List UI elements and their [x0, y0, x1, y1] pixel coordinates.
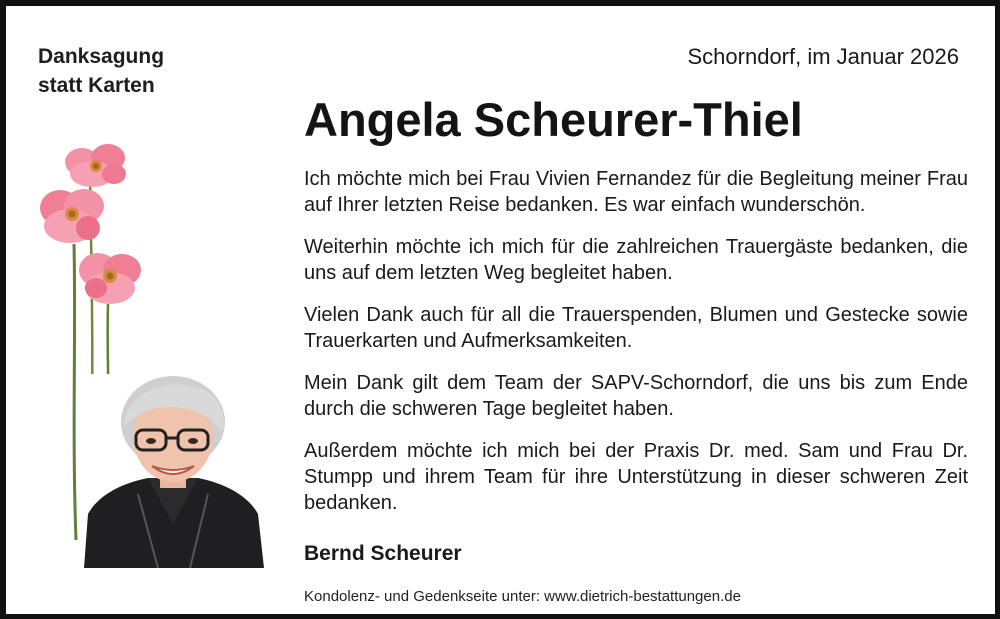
deceased-name: Angela Scheurer-Thiel: [304, 93, 803, 146]
condolence-link-text: Kondolenz- und Gedenkseite unter: www.dietrich-bestattungen.de: [304, 588, 741, 605]
place-date: Schorndorf, im Januar 2026: [687, 44, 959, 69]
paragraph-5: Außerdem möchte ich mich bei der Praxis Dr. med. Sam und Frau Dr. Stumpp und ihrem Team für ihre Unterstützung in dieser schweren Zeit bedanken.: [304, 440, 968, 514]
notice-type-line-2: statt Karten: [38, 74, 155, 97]
paragraph-4: Mein Dank gilt dem Team der SAPV-Schorndorf, die uns bis zum Ende durch die schweren Tage begleitet haben.: [304, 372, 968, 420]
paragraph-3: Vielen Dank auch für all die Trauerspenden, Blumen und Gestecke sowie Trauerkarten und Aufmerksamkeiten.: [304, 304, 968, 352]
notice-type-label: [38, 42, 164, 100]
message-body: [304, 166, 968, 516]
paragraph-2: Weiterhin möchte ich mich für die zahlreichen Trauergäste bedanken, die uns auf dem letzten Weg begleitet haben.: [304, 236, 968, 284]
signature: Bernd Scheurer: [304, 542, 462, 565]
paragraph-1: Ich möchte mich bei Frau Vivien Fernandez für die Begleitung meiner Frau auf Ihrer letzten Reise bedanken. Es war einfach wunderschön.: [304, 168, 968, 216]
portrait-photo: [78, 374, 268, 568]
notice-type-line-1: Danksagung: [38, 45, 165, 68]
